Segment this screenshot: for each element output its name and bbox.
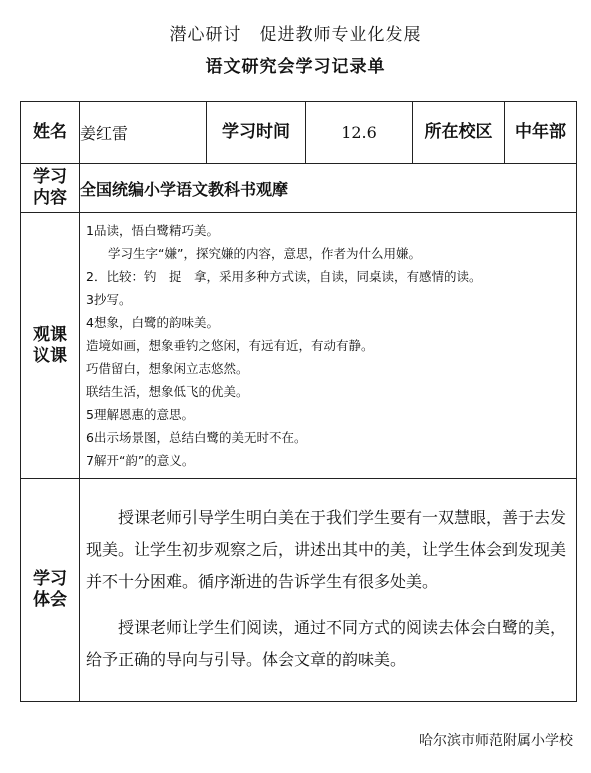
header-subtitle: 潜心研讨 促进教师专业化发展 — [169, 25, 422, 45]
campus-label: 所在校区 — [413, 102, 505, 164]
observation-line: 4想象，白鹭的韵味美。 — [86, 315, 219, 330]
school-name: 哈尔滨市师范附属小学校 — [419, 733, 573, 749]
observation-line: 3抄写。 — [86, 292, 132, 307]
observation-line: 学习生字“嫌”，探究嫌的内容，意思，作者为什么用嫌。 — [108, 246, 421, 261]
time-value: 12.6 — [306, 102, 413, 164]
observation-line: 造境如画，想象垂钓之悠闲，有远有近，有动有静。 — [86, 338, 374, 353]
name-label: 姓名 — [21, 102, 80, 164]
experience-paragraph: 授课老师让学生们阅读，通过不同方式的阅读去体会白鹭的美，给予正确的导向与引导。体会文章的韵味美。 — [86, 618, 567, 669]
experience-label — [21, 479, 80, 702]
content-value: 全国统编小学语文教科书观摩 — [80, 164, 577, 213]
content-label — [21, 164, 80, 213]
observation-line: 巧借留白，想象闲立志悠然。 — [86, 361, 249, 376]
observation-line: 7解开“韵”的意义。 — [86, 453, 195, 468]
content-label-text: 学习内容 — [32, 167, 67, 208]
observation-line: 6出示场景图，总结白鹭的美无时不在。 — [86, 430, 307, 445]
observation-line: 联结生活，想象低飞的优美。 — [86, 384, 249, 399]
time-label: 学习时间 — [207, 102, 306, 164]
observation-notes — [80, 213, 577, 479]
experience-text — [80, 479, 577, 702]
campus-value: 中年部 — [505, 102, 577, 164]
document-title: 语文研究会学习记录单 — [205, 57, 386, 77]
record-table — [20, 101, 577, 702]
content-row — [21, 164, 577, 213]
observation-line: 2．比较：钓 捉 拿，采用多种方式读，自读，同桌读，有感情的读。 — [86, 269, 482, 284]
name-value: 姜红雷 — [80, 102, 207, 164]
experience-row — [21, 479, 577, 702]
experience-paragraph: 授课老师引导学生明白美在于我们学生要有一双慧眼，善于去发现美。让学生初步观察之后，讲述出其中的美，让学生体会到发现美并不十分困难。循序渐进的告诉学生有很多处美。 — [86, 508, 567, 591]
observation-line: 1品读，悟白鹭精巧美。 — [86, 223, 219, 238]
experience-label-text: 学习体会 — [32, 569, 67, 610]
observation-line: 5理解恩惠的意思。 — [86, 407, 194, 422]
observation-label — [21, 213, 80, 479]
observation-row — [21, 213, 577, 479]
info-row — [21, 102, 577, 164]
observation-label-text: 观课议课 — [32, 324, 67, 366]
